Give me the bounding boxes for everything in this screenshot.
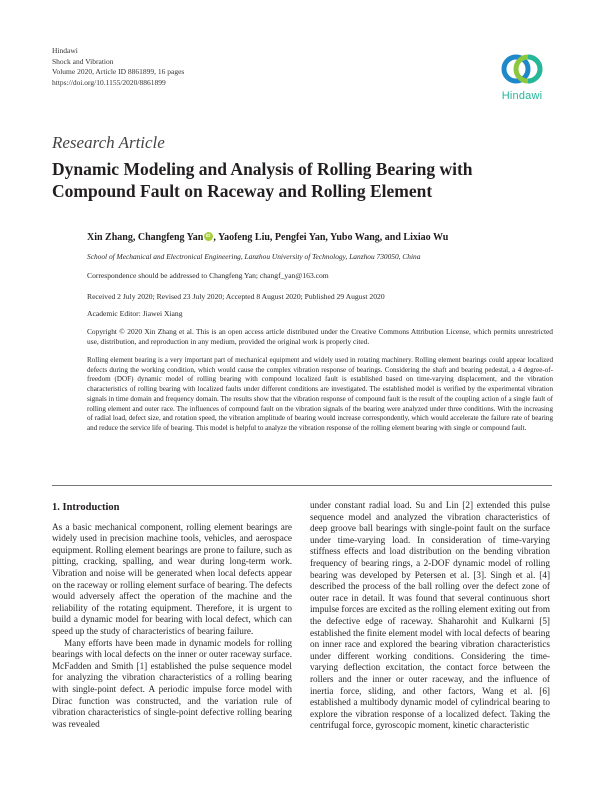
affiliation: School of Mechanical and Electronical Engineering, Lanzhou University of Technology, Lanzhou 730050, China <box>87 252 421 261</box>
paragraph: Many efforts have been made in dynamic models for rolling bearings with local defects on the inner or outer raceway surface. McFadden and Smith [1] established the pulse sequence model for analyzing the vibration characteristics of a rolling bearing with single-point defect. A periodic impulse force model with Dirac function was constructed, and the variation rule of vibration characteristics of single-point defective rolling bearing was revealed <box>52 637 292 729</box>
authors-first: Xin Zhang, Changfeng Yan <box>87 232 204 243</box>
copyright-notice: Copyright © 2020 Xin Zhang et al. This is an open access article distributed under the Creative Commons Attribution License, which permits unrestricted use, distribution, and reproduction in any medium, provided the original work is properly cited. <box>87 327 553 347</box>
journal-name: Shock and Vibration <box>52 56 114 66</box>
doi-link[interactable]: https://doi.org/10.1155/2020/8861899 <box>52 77 166 87</box>
paragraph: As a basic mechanical component, rolling element bearings are widely used in precision machine tools, vehicles, and aerospace equipment. Rolling element bearings are prone to failure, such as pitting, cracking, spalling, and wear during long-term work. Vibration and noise will be generated when local defects appear on the raceway or rolling element surface of bearing. The defects would adversely affect the operation of the machine and the reliability of the rotating equipment. Therefore, it is urgent to build a dynamic model for bearing with local defect, which can speed up the study of characteristics of bearing failure. <box>52 521 292 636</box>
section-divider <box>52 485 552 486</box>
history-dates: Received 2 July 2020; Revised 23 July 2020; Accepted 8 August 2020; Published 29 August 2020 <box>87 292 385 301</box>
body-column-right <box>310 500 550 732</box>
article-type: Research Article <box>52 133 165 152</box>
hindawi-logo <box>497 50 547 106</box>
journal-meta <box>52 46 184 88</box>
body-column-left <box>52 500 292 730</box>
volume-line: Volume 2020, Article ID 8861899, 16 pages <box>52 67 185 76</box>
section-heading: 1. Introduction <box>52 502 120 513</box>
abstract: Rolling element bearing is a very important part of mechanical equipment and widely used in rotating machinery. Rolling element bearings could appear localized defects during the working condition, which would cause the complex vibration response of bearings. Considering the shaft and bearing pedestal, a 4 degree-of-freedom (DOF) dynamic model of rolling bearing with compound localized fault is established based on time-varying displacement, and the vibration characteristics of rolling bearing with localized faults under different conditions are investigated. The established model is verified by the experimental vibration signals in time domain and frequency domain. The results show that the vibration response of compound fault is the result of the coupling action of a single fault of rolling element and outer race. The influences of compound fault on the vibration signals of the bearing were analyzed under three conditions. With the increasing of radial load, defect size, and rotation speed, the vibration amplitude of bearing would increase correspondently, which would accelerate the failure rate of bearing and reduce the service life of bearing. This model is helpful to analyze the vibration response of the rolling element bearing with single or compound fault. <box>87 356 553 432</box>
correspondence: Correspondence should be addressed to Changfeng Yan; changf_yan@163.com <box>87 271 329 280</box>
academic-editor: Academic Editor: Jiawei Xiang <box>87 309 183 318</box>
hindawi-logo-icon <box>497 50 547 88</box>
paragraph: under constant radial load. Su and Lin [2] extended this pulse sequence model and analyzed the vibration characteristics of deep groove ball bearings with single-point fault on the surface under time-varying load. In consideration of time-varying stiffness effects and load distribution on the bending vibration frequency of bearing rings, a 2-DOF dynamic model of rolling bearing was developed by Petersen et al. [3]. Singh et al. [4] described the process of the ball rolling over the defect zone of outer race in detail. It was found that several continuous short impulse forces are excited as the rolling element exiting out from the defective edge of raceway. Shaharohit and Kulkarni [5] established the finite element model with local defects of bearing on inner race and explored the bearing vibration characteristics under different working conditions. Considering the time-varying deflection excitation, the contact force between the rollers and the inner or outer raceway, and the influence of inertia force, sliding, and other factors, Wang et al. [6] established a multibody dynamic model of cylindrical bearing to explore the vibration response of a localized defect. Taking the centrifugal force, gyroscopic moment, kinetic characteristic <box>310 500 550 731</box>
author-list <box>87 232 553 243</box>
authors-rest: , Yaofeng Liu, Pengfei Yan, Yubo Wang, and Lixiao Wu <box>213 232 449 243</box>
logo-wordmark: Hindawi <box>501 90 543 102</box>
publisher-name: Hindawi <box>52 46 78 55</box>
paper-title: Dynamic Modeling and Analysis of Rolling Bearing with Compound Fault on Raceway and Rolling Element <box>52 159 473 201</box>
orcid-icon[interactable] <box>204 232 213 241</box>
